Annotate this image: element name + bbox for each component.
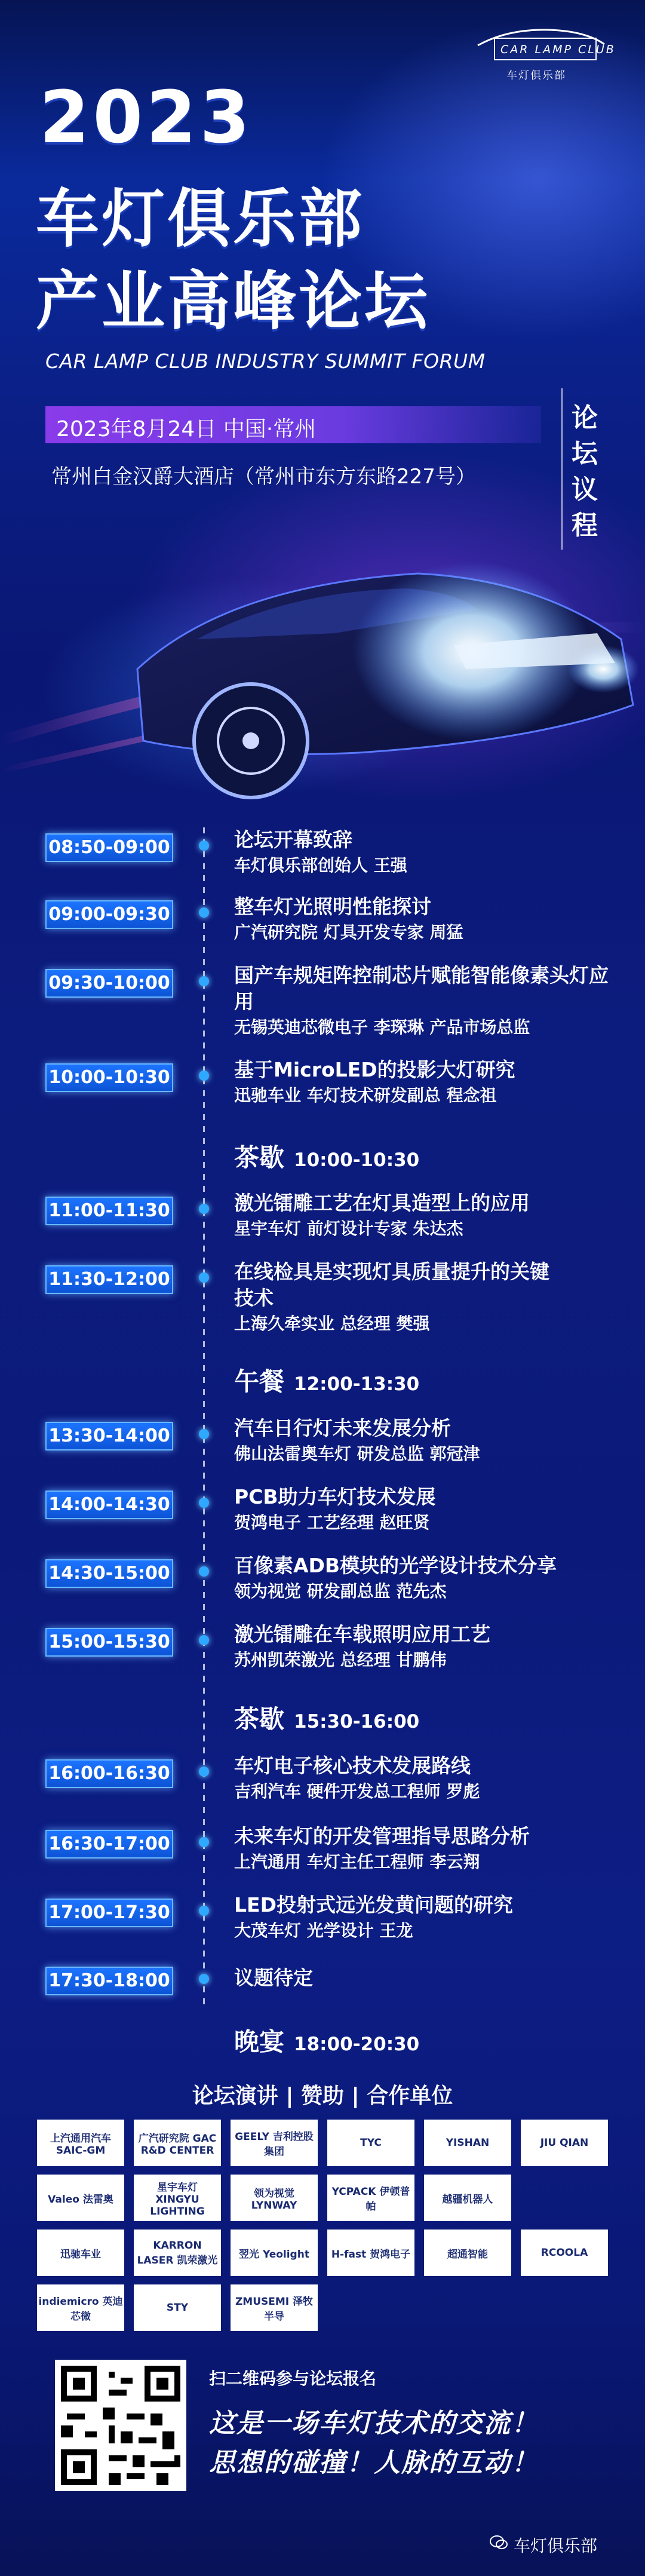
agenda-item-speaker: 大茂车灯 光学设计 王龙 (234, 1921, 413, 1940)
break-item (234, 2022, 419, 2058)
agenda-item-title: 百像素ADB模块的光学设计技术分享 (234, 1554, 557, 1577)
sponsor-logo: TYC (327, 2120, 414, 2166)
agenda-item-title: 议题待定 (234, 1966, 313, 1989)
sponsor-logo: YISHAN (424, 2120, 511, 2166)
agenda-item-title: 整车灯光照明性能探讨 (234, 895, 431, 918)
timeline-dot (199, 1837, 209, 1847)
agenda-item (234, 962, 616, 1040)
sponsor-logo: STY (134, 2284, 221, 2331)
agenda-item-speaker: 车灯俱乐部创始人 王强 (234, 855, 407, 875)
sponsor-logo: H-fast 贺鸿电子 (327, 2230, 414, 2276)
break-item (234, 1700, 419, 1735)
agenda-item (234, 1553, 616, 1604)
timeline-dot (199, 1498, 209, 1508)
agenda-item-speaker: 上汽通用 车灯主任工程师 李云翔 (234, 1852, 480, 1872)
sponsor-logo: YCPACK 伊顿普帕 (327, 2175, 414, 2221)
sponsor-logo: ZMUSEMI 泽牧半导 (231, 2284, 318, 2331)
logo-text: CAR LAMP CLUB (500, 43, 616, 56)
break-name: 茶歇 (234, 1704, 285, 1734)
break-name: 午餐 (234, 1367, 285, 1396)
agenda-item (234, 894, 616, 945)
time-slot: 15:00-15:30 (45, 1628, 173, 1657)
logo-subtitle: 车灯俱乐部 (506, 69, 566, 82)
timeline-dot (199, 1204, 209, 1214)
qr-caption: 扫二维码参与论坛报名 (209, 2369, 377, 2388)
event-venue: 常州白金汉爵大酒店（常州市东方东路227号） (51, 465, 476, 489)
agenda-item-speaker: 苏州凯荣激光 总经理 甘鹏伟 (234, 1650, 447, 1670)
sponsor-logo: GEELY 吉利控股集团 (231, 2120, 318, 2166)
timeline-dot (199, 1635, 209, 1645)
time-slot: 11:00-11:30 (45, 1197, 173, 1225)
agenda-item-title: 激光镭雕在车载照明应用工艺 (234, 1623, 490, 1646)
agenda-item-title: 基于MicroLED的投影大灯研究 (234, 1058, 515, 1081)
sponsor-logo: indiemicro 英迪芯微 (37, 2284, 124, 2331)
sponsor-logo: 上汽通用汽车 SAIC-GM (37, 2120, 124, 2166)
sponsor-logo: 领为视觉 LYNWAY (231, 2175, 318, 2221)
sponsor-logo: 迅驰车业 (37, 2230, 124, 2276)
timeline-dot (199, 1071, 209, 1081)
sponsor-logo: 翌光 Yeolight (231, 2230, 318, 2276)
agenda-item (234, 1823, 616, 1875)
time-slot: 11:30-12:00 (45, 1265, 173, 1294)
time-slot: 14:30-15:00 (45, 1559, 173, 1588)
sponsor-logo: Valeo 法雷奥 (37, 2175, 124, 2221)
date-banner (45, 406, 541, 443)
agenda-item-title: PCB助力车灯技术发展 (234, 1485, 436, 1508)
time-slot: 10:00-10:30 (45, 1063, 173, 1092)
timeline-dot (199, 1272, 209, 1283)
slogan-line2: 思想的碰撞！人脉的互动！ (209, 2448, 539, 2478)
break-time: 15:30-16:00 (294, 1711, 420, 1732)
agenda-item-title: 激光镭雕工艺在灯具造型上的应用 (234, 1191, 530, 1215)
agenda-item-title: 汽车日行灯未来发展分析 (234, 1416, 451, 1440)
break-time: 18:00-20:30 (294, 2034, 420, 2055)
time-slot: 14:00-14:30 (45, 1491, 173, 1519)
side-label-agenda: 论坛议程 (572, 403, 598, 541)
agenda-timeline (203, 827, 205, 2010)
agenda-item-speaker: 无锡英迪芯微电子 李琛琳 产品市场总监 (234, 1017, 530, 1037)
event-title-line2: 产业高峰论坛 (36, 265, 430, 338)
break-item (234, 1362, 419, 1398)
sponsor-logo: 广汽研究院 GAC R&D CENTER (134, 2120, 221, 2166)
time-slot: 09:00-09:30 (45, 900, 173, 929)
timeline-dot (199, 1566, 209, 1577)
agenda-item-title: 国产车规矩阵控制芯片赋能智能像素头灯应用 (234, 964, 609, 1013)
agenda-item (234, 1190, 616, 1241)
agenda-item-title: 论坛开幕致辞 (234, 828, 352, 851)
agenda-item-speaker: 上海久牵实业 总经理 樊强 (234, 1314, 430, 1333)
timeline-dot (199, 1906, 209, 1916)
break-time: 12:00-13:30 (294, 1373, 420, 1395)
agenda-item (234, 1965, 616, 1991)
break-name: 晚宴 (234, 2027, 285, 2056)
agenda-item-title: 未来车灯的开发管理指导思路分析 (234, 1824, 530, 1848)
timeline-dot (199, 1767, 209, 1777)
agenda-item-title: LED投射式远光发黄问题的研究 (234, 1893, 513, 1916)
timeline-dot (199, 841, 209, 851)
car-illustration (0, 490, 645, 801)
agenda-item (234, 827, 616, 878)
agenda-item-speaker: 广汽研究院 灯具开发专家 周猛 (234, 922, 463, 942)
event-subtitle-english: CAR LAMP CLUB INDUSTRY SUMMIT FORUM (45, 349, 486, 373)
time-slot: 13:30-14:00 (45, 1422, 173, 1450)
time-slot: 08:50-09:00 (45, 833, 173, 862)
timeline-dot (199, 976, 209, 986)
agenda-item-speaker: 佛山法雷奥车灯 研发总监 郭冠津 (234, 1444, 480, 1464)
agenda-item-speaker: 吉利汽车 硬件开发总工程师 罗彪 (234, 1781, 480, 1801)
sponsor-logo: 超通智能 (424, 2230, 511, 2276)
break-time: 10:00-10:30 (294, 1149, 420, 1171)
agenda-item-speaker: 贺鸿电子 工艺经理 赵旺贤 (234, 1513, 430, 1532)
footer-account-name: 车灯俱乐部 (514, 2536, 598, 2556)
agenda-item (234, 1057, 616, 1108)
event-title-line1: 车灯俱乐部 (36, 182, 364, 256)
agenda-item-title: 在线检具是实现灯具质量提升的关键技术 (234, 1260, 549, 1310)
wechat-icon (490, 2534, 508, 2551)
event-date: 2023年8月24日 中国·常州 (56, 417, 317, 441)
time-slot: 16:00-16:30 (45, 1759, 173, 1788)
agenda-item-speaker: 领为视觉 研发副总监 范先杰 (234, 1581, 447, 1601)
event-year: 2023 (39, 76, 253, 160)
time-slot: 09:30-10:00 (45, 969, 173, 998)
timeline-dot (199, 1429, 209, 1439)
break-item (234, 1138, 419, 1174)
agenda-item-title: 车灯电子核心技术发展路线 (234, 1754, 471, 1777)
sponsors-heading: 论坛演讲 | 赞助 | 合作单位 (192, 2084, 453, 2108)
break-name: 茶歇 (234, 1143, 285, 1172)
agenda-item (234, 1484, 616, 1535)
timeline-dot (199, 907, 209, 918)
time-slot: 16:30-17:00 (45, 1830, 173, 1859)
agenda-item-speaker: 迅驰车业 车灯技术研发副总 程念祖 (234, 1085, 497, 1105)
sponsor-logo: 越疆机器人 (424, 2175, 511, 2221)
agenda-item (234, 1259, 569, 1336)
sponsor-logo: 星宇车灯 XINGYU LIGHTING (134, 2175, 221, 2221)
registration-qr-code[interactable] (55, 2360, 186, 2491)
slogan-line1: 这是一场车灯技术的交流！ (209, 2408, 539, 2439)
sponsor-logo: RCOOLA (521, 2230, 608, 2276)
agenda-item-speaker: 星宇车灯 前灯设计专家 朱达杰 (234, 1219, 463, 1238)
agenda-item (234, 1892, 616, 1943)
time-slot: 17:30-18:00 (45, 1967, 173, 1995)
sponsor-logo: KARRON LASER 凯荣激光 (134, 2230, 221, 2276)
time-slot: 17:00-17:30 (45, 1899, 173, 1927)
agenda-item (234, 1621, 616, 1673)
agenda-item (234, 1415, 616, 1467)
agenda-item (234, 1753, 616, 1804)
timeline-dot (199, 1974, 209, 1984)
sponsor-logo: JIU QIAN (521, 2120, 608, 2166)
